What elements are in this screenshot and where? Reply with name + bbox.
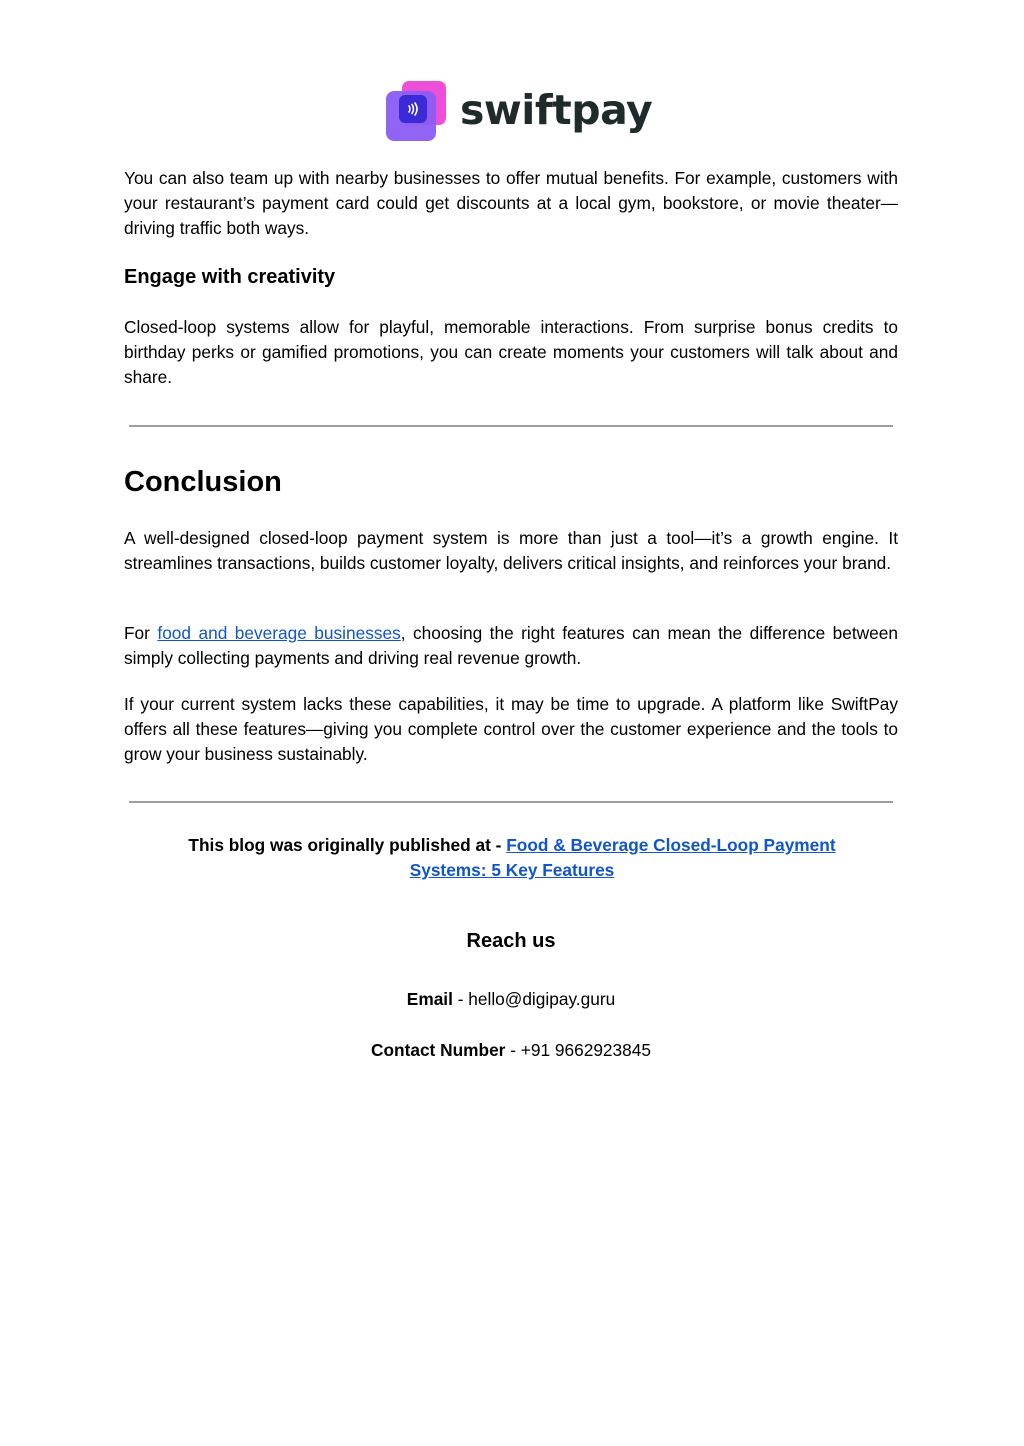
reach-us-heading: Reach us (466, 930, 556, 952)
section-divider (129, 425, 893, 427)
phone-value[interactable]: - +91 9662923845 (505, 1040, 651, 1060)
conclusion-paragraph-1: A well-designed closed-loop payment system is more than just a tool—it’s a growth engine. It streamlines transactions, builds customer loyalty, delivers critical insights, and reinforces your brand. (124, 528, 898, 573)
publication-label: This blog was originally published at - (188, 835, 507, 855)
email-value[interactable]: - hello@digipay.guru (452, 989, 616, 1009)
conclusion-paragraph-3: If your current system lacks these capabilities, it may be time to upgrade. A platform like SwiftPay offers all these features—giving you complete control over the customer experience and the tools to grow your business sustainably. (124, 694, 898, 764)
paragraph-prefix: For (124, 623, 158, 643)
email-line (124, 987, 898, 1012)
reach-us-section (124, 930, 898, 953)
conclusion-heading: Conclusion (124, 466, 282, 498)
swiftpay-logo (386, 80, 652, 144)
publication-note (150, 833, 874, 883)
engage-paragraph: Closed-loop systems allow for playful, memorable interactions. From surprise bonus credits to birthday perks or gamified promotions, you can create moments your customers will talk about and share. (124, 317, 898, 387)
logo-wordmark: swiftpay (460, 85, 653, 134)
phone-label: Contact Number (370, 1040, 506, 1060)
food-beverage-link[interactable]: food and beverage businesses (157, 623, 401, 643)
intro-section (124, 166, 898, 241)
engage-heading: Engage with creativity (124, 266, 336, 288)
engage-section (124, 266, 898, 289)
conclusion-paragraph-2 (124, 621, 898, 671)
conclusion-body-1 (124, 526, 898, 576)
paragraph-suffix: , choosing the right features can mean the difference between simply collecting payments and driving real revenue growth. (124, 623, 898, 668)
intro-paragraph: You can also team up with nearby businesses to offer mutual benefits. For example, customers with your restaurant’s payment card could get discounts at a local gym, bookstore, or movie theater—driving traffic both ways. (124, 168, 898, 238)
conclusion-body-2 (124, 621, 898, 671)
conclusion-section (124, 466, 898, 499)
conclusion-body-3 (124, 692, 898, 767)
original-post-link[interactable]: Food & Beverage Closed-Loop Payment Systems: 5 Key Features (409, 835, 836, 880)
phone-line (124, 1038, 898, 1063)
email-label: Email (406, 989, 453, 1009)
engage-body (124, 315, 898, 390)
contactless-logo-icon (386, 81, 448, 143)
section-divider-2 (129, 801, 893, 803)
